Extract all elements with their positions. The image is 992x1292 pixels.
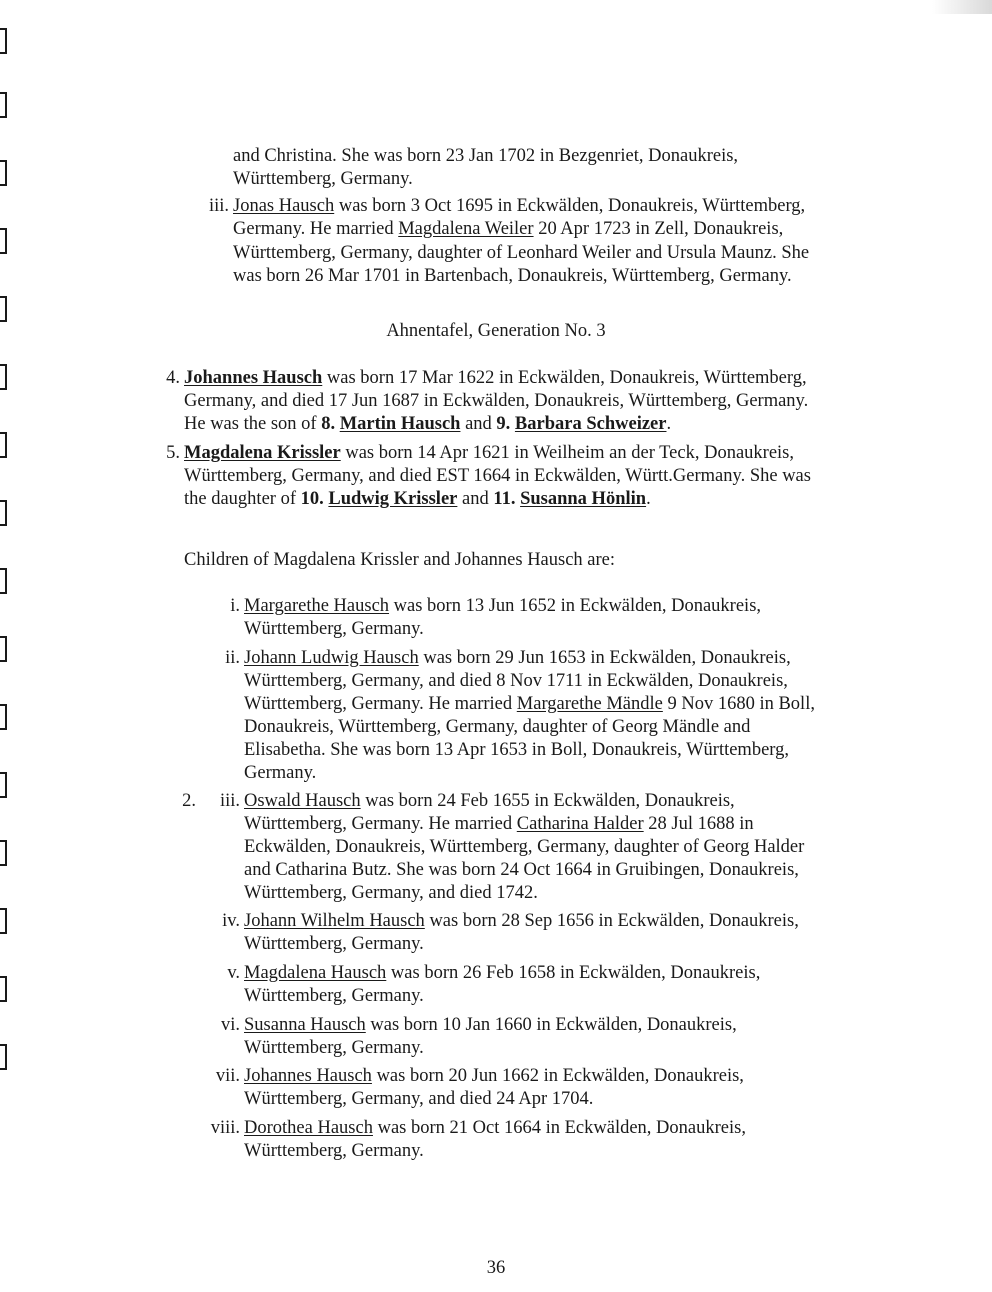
ancestor-line-2: Württemberg, Germany, and died EST 1664 in Eckwälden, Württ.Germany. She was [184, 466, 811, 486]
child-roman-numeral: vi. [220, 1015, 240, 1035]
child-line-1: Susanna Hausch was born 10 Jan 1660 in Eckwälden, Donaukreis, [244, 1015, 737, 1035]
child-line-3: Eckwälden, Donaukreis, Württemberg, Germany, daughter of Georg Halder [244, 837, 805, 857]
ancestor-line-3: He was the son of 8. Martin Hausch and 9. Barbara Schweizer. [184, 414, 672, 434]
child-line-2: Germany. He married Magdalena Weiler 20 Apr 1723 in Zell, Donaukreis, [233, 219, 784, 239]
child-line-1: Oswald Hausch was born 24 Feb 1655 in Eckwälden, Donaukreis, [244, 791, 735, 811]
mother-link[interactable]: Barbara Schweizer [514, 414, 667, 434]
person-link[interactable]: Johann Wilhelm Hausch [244, 911, 425, 931]
spouse-link[interactable]: Margarethe Mändle [516, 694, 663, 714]
person-link[interactable]: Susanna Hausch [244, 1015, 366, 1035]
person-link[interactable]: Magdalena Krissler [184, 443, 341, 463]
child-line-1: Dorothea Hausch was born 21 Oct 1664 in Eckwälden, Donaukreis, [244, 1118, 746, 1138]
child-line-1: Johannes Hausch was born 20 Jun 1662 in Eckwälden, Donaukreis, [244, 1066, 744, 1086]
child-roman-numeral: ii. [225, 648, 240, 668]
person-link[interactable]: Oswald Hausch [244, 791, 361, 811]
generation-heading: Ahnentafel, Generation No. 3 [386, 321, 606, 341]
person-link[interactable]: Magdalena Hausch [244, 963, 387, 983]
child-line-2: Württemberg, Germany, and died 24 Apr 1704. [244, 1089, 594, 1109]
child-roman-numeral: v. [227, 963, 240, 983]
father-link[interactable]: Martin Hausch [339, 414, 461, 434]
binding-marks [0, 0, 14, 1292]
spouse-link[interactable]: Magdalena Weiler [398, 219, 534, 239]
child-line-2: Württemberg, Germany. [244, 1141, 424, 1161]
continuation-line-2: Württemberg, Germany. [233, 169, 413, 189]
child-line-2: Württemberg, Germany. [244, 986, 424, 1006]
child-line-2: Württemberg, Germany. [244, 619, 424, 639]
person-link[interactable]: Margarethe Hausch [244, 596, 390, 616]
father-link[interactable]: Ludwig Krissler [328, 489, 458, 509]
child-line-4: was born 26 Mar 1701 in Bartenbach, Donaukreis, Württemberg, Germany. [233, 266, 792, 286]
child-line-1: Jonas Hausch was born 3 Oct 1695 in Eckwälden, Donaukreis, Württemberg, [233, 196, 806, 216]
child-roman-numeral: iii. [208, 196, 229, 216]
child-line-1: Johann Ludwig Hausch was born 29 Jun 1653 in Eckwälden, Donaukreis, [244, 648, 791, 668]
ancestor-number: 4. [166, 368, 180, 388]
person-link[interactable]: Johannes Hausch [184, 368, 323, 388]
child-line-6: Germany. [244, 763, 317, 783]
person-link[interactable]: Jonas Hausch [233, 196, 335, 216]
child-roman-numeral: viii. [210, 1118, 240, 1138]
ancestor-line-1: Magdalena Krissler was born 14 Apr 1621 in Weilheim an der Teck, Donaukreis, [184, 443, 795, 463]
person-link[interactable]: Dorothea Hausch [244, 1118, 373, 1138]
child-line-1: Magdalena Hausch was born 26 Feb 1658 in Eckwälden, Donaukreis, [244, 963, 761, 983]
child-line-4: Donaukreis, Württemberg, Germany, daughter of Georg Mändle and [244, 717, 751, 737]
spouse-link[interactable]: Catharina Halder [516, 814, 644, 834]
children-heading: Children of Magdalena Krissler and Johannes Hausch are: [184, 550, 616, 570]
continuation-line-1: and Christina. She was born 23 Jan 1702 in Bezgenriet, Donaukreis, [233, 146, 739, 166]
child-line-3: Württemberg, Germany, daughter of Leonhard Weiler and Ursula Maunz. She [233, 243, 810, 263]
child-line-2: Württemberg, Germany. [244, 1038, 424, 1058]
mother-link[interactable]: Susanna Hönlin [520, 489, 647, 509]
ancestor-line-1: Johannes Hausch was born 17 Mar 1622 in Eckwälden, Donaukreis, Württemberg, [184, 368, 807, 388]
child-line-2: Württemberg, Germany, and died 8 Nov 1711 in Eckwälden, Donaukreis, [244, 671, 788, 691]
child-line-2: Württemberg, Germany. He married Catharina Halder 28 Jul 1688 in [244, 814, 754, 834]
child-line-4: and Catharina Butz. She was born 24 Oct 1664 in Gruibingen, Donaukreis, [244, 860, 799, 880]
scan-edge-shadow [932, 0, 992, 14]
child-roman-numeral: iii. [219, 791, 240, 811]
ancestor-line-3: the daughter of 10. Ludwig Krissler and 11. Susanna Hönlin. [184, 489, 651, 509]
child-roman-numeral: i. [230, 596, 240, 616]
child-roman-numeral: iv. [222, 911, 240, 931]
child-line-5: Württemberg, Germany, and died 1742. [244, 883, 538, 903]
child-line-1: Johann Wilhelm Hausch was born 28 Sep 1656 in Eckwälden, Donaukreis, [244, 911, 799, 931]
generation-number: 2. [182, 791, 196, 811]
person-link[interactable]: Johannes Hausch [244, 1066, 372, 1086]
child-roman-numeral: vii. [215, 1066, 240, 1086]
child-line-2: Württemberg, Germany. [244, 934, 424, 954]
ancestor-number: 5. [166, 443, 180, 463]
child-line-3: Württemberg, Germany. He married Margarethe Mändle 9 Nov 1680 in Boll, [244, 694, 815, 714]
ancestor-line-2: Germany, and died 17 Jun 1687 in Eckwälden, Donaukreis, Württemberg, Germany. [184, 391, 809, 411]
page-number: 36 [486, 1258, 506, 1278]
child-line-5: Elisabetha. She was born 13 Apr 1653 in Boll, Donaukreis, Württemberg, [244, 740, 789, 760]
person-link[interactable]: Johann Ludwig Hausch [244, 648, 419, 668]
child-line-1: Margarethe Hausch was born 13 Jun 1652 in Eckwälden, Donaukreis, [244, 596, 762, 616]
